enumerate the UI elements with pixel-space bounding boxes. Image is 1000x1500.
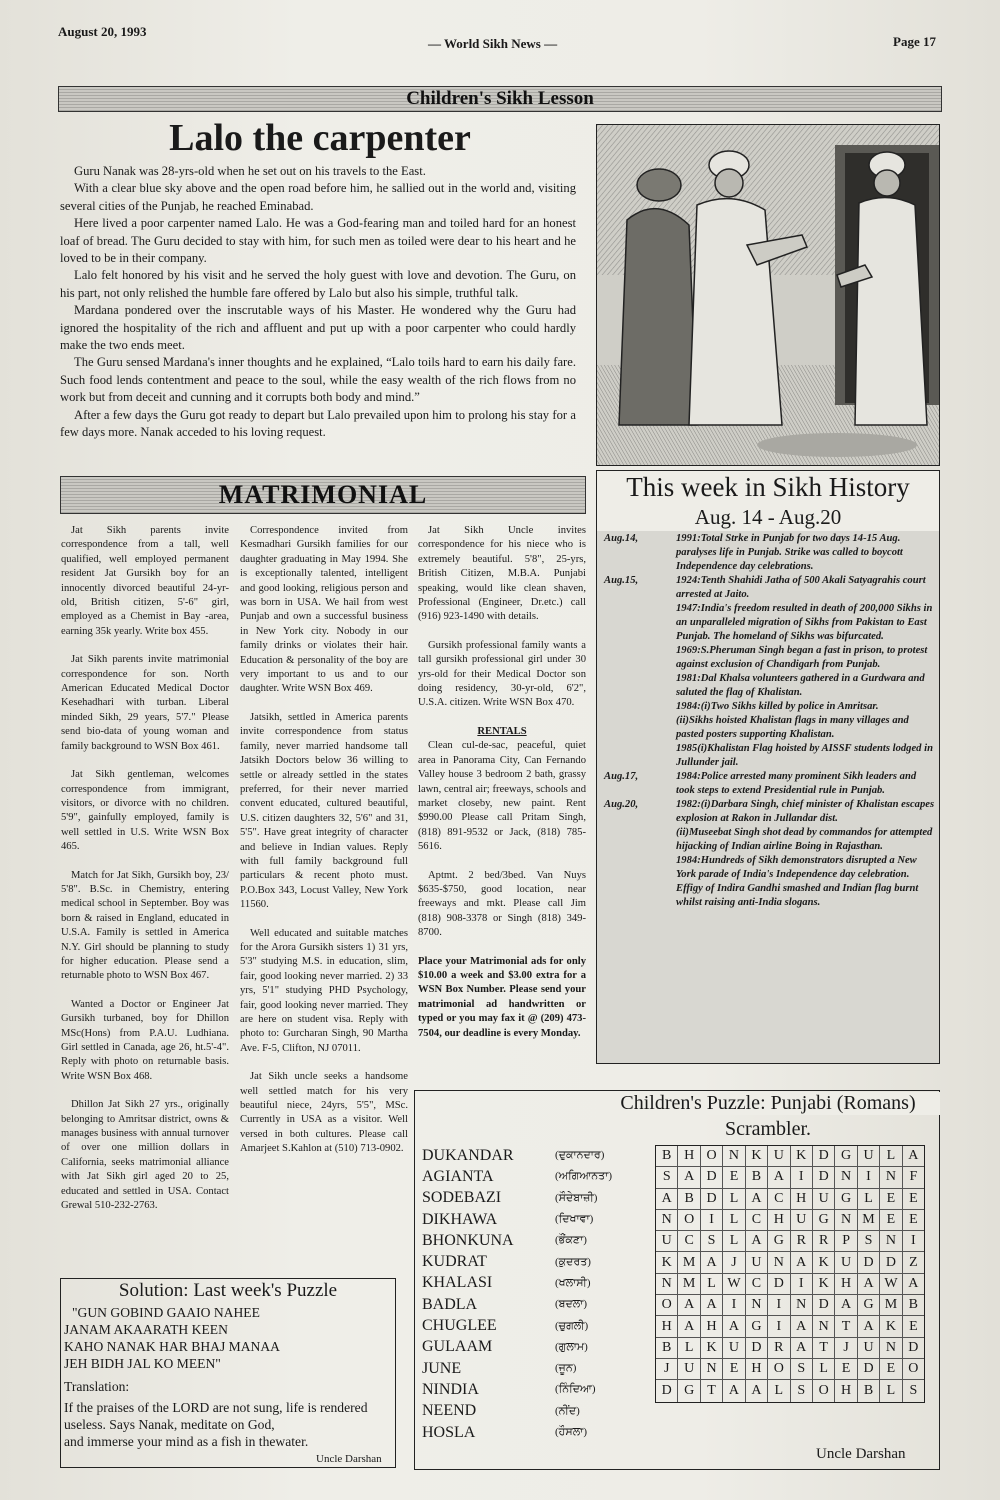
grid-cell: H	[656, 1316, 678, 1336]
grid-cell: S	[858, 1231, 880, 1251]
grid-row	[656, 1231, 924, 1252]
grid-cell: E	[880, 1189, 902, 1209]
history-entries	[600, 532, 936, 910]
grid-cell: H	[835, 1274, 857, 1294]
puzzle-word-roman: NEEND	[422, 1402, 477, 1420]
history-entry-text: 1982:(i)Darbara Singh, chief minister of Khalistan escapes explosion at Rakon in Jullandar dist.	[676, 799, 935, 824]
puzzle-word-punjabi: (ਨਿੰਦਿਆ)	[555, 1383, 596, 1396]
grid-cell: I	[791, 1167, 813, 1187]
grid-cell: A	[858, 1316, 880, 1336]
grid-cell: A	[723, 1380, 745, 1401]
puzzle-word-punjabi: (ਅਗਿਆਨਤਾ)	[555, 1170, 613, 1183]
grid-cell: T	[813, 1338, 835, 1358]
grid-cell: N	[880, 1167, 902, 1187]
grid-cell: W	[880, 1274, 902, 1294]
history-entry	[600, 602, 936, 644]
grid-cell: A	[678, 1167, 700, 1187]
puzzle-word-punjabi: (ਸੌਦੇਬਾਜ਼ੀ)	[555, 1191, 598, 1204]
matrimonial-ad: Jatsikh, settled in America parents invite correspondence from status family, never married handsome tall Jatsikh Doctors below 36 willing to settle or already settled in the states preferred, for their never married convent educated, cultured beautiful, U.S. citizen daughters 32, 5'6" and 31, 5'5". Have great integrity of character and believe in Indian values. Reply with full family background full particulars & recent photo must. P.O.Box 343, Locust Valley, New York 11560.	[240, 711, 408, 911]
grid-cell: E	[723, 1359, 745, 1379]
grid-row	[656, 1316, 924, 1337]
lesson-section-band	[58, 86, 942, 112]
history-entry	[600, 574, 936, 602]
grid-cell: D	[656, 1380, 678, 1401]
history-entry-text: 1924:Tenth Shahidi Jatha of 500 Akali Satyagrahis court arrested at Jaito.	[676, 575, 926, 600]
puzzle-word-punjabi: (ਜੂਨ)	[555, 1362, 577, 1375]
grid-cell: A	[678, 1295, 700, 1315]
lesson-paragraph: Mardana pondered over the inscrutable ways of his Master. He wondered why the Guru had ignored the hospitality of the rich and affluent and put up with a poor carpenter who could hardly make the two ends meet.	[60, 303, 576, 353]
lesson-title: Lalo the carpenter	[169, 117, 471, 159]
grid-cell: T	[701, 1380, 723, 1401]
grid-cell: A	[746, 1231, 768, 1251]
grid-cell: K	[880, 1316, 902, 1336]
grid-cell: H	[768, 1210, 790, 1230]
grid-cell: K	[813, 1252, 835, 1272]
grid-cell: C	[678, 1231, 700, 1251]
puzzle-word	[422, 1209, 622, 1230]
puzzle-word	[422, 1230, 622, 1251]
puzzle-word	[422, 1166, 622, 1187]
grid-cell: H	[701, 1316, 723, 1336]
grid-cell: I	[911, 1233, 916, 1249]
history-entry-text: 1947:India's freedom resulted in death of 200,000 Sikhs in an unparalleled migration of Sikhs from Pakistan to East Punjab. The homeland of Sikhs was bifurcated.	[676, 603, 933, 642]
grid-cell: D	[858, 1359, 880, 1379]
grid-cell: R	[791, 1231, 813, 1251]
grid-cell: B	[858, 1380, 880, 1401]
grid-cell: U	[858, 1146, 880, 1166]
puzzle-word-roman: BADLA	[422, 1295, 478, 1313]
history-entry	[600, 770, 936, 798]
grid-cell: N	[746, 1295, 768, 1315]
grid-cell: I	[768, 1316, 790, 1336]
history-entry-date: Aug.15,	[604, 575, 639, 586]
grid-row	[656, 1167, 924, 1188]
grid-cell: F	[909, 1169, 918, 1185]
grid-cell: R	[813, 1231, 835, 1251]
puzzle-word-roman: GULAAM	[422, 1338, 493, 1356]
issue-date: August 20, 1993	[58, 24, 147, 39]
grid-cell: I	[768, 1295, 790, 1315]
grid-cell: B	[746, 1167, 768, 1187]
grid-cell: A	[908, 1148, 919, 1164]
matrimonial-ad: Jat Sikh gentleman, welcomes correspondence from immigrant, visitors, or divorce with no children. 5'9", gainfully employed, family is well settled in U.S. Write WSN Box 465.	[61, 769, 229, 853]
grid-cell: H	[678, 1146, 700, 1166]
history-entry-date: Aug.14,	[604, 533, 639, 544]
grid-cell: N	[813, 1316, 835, 1336]
grid-cell: U	[768, 1146, 790, 1166]
solution-line: "GUN GOBIND GAAIO NAHEE	[72, 1305, 260, 1320]
puzzle-word-punjabi: (ਗੁਲਾਮ)	[555, 1340, 588, 1353]
grid-cell: B	[656, 1146, 678, 1166]
page-number: Page 17	[893, 34, 936, 49]
paper-name: — World Sikh News —	[428, 36, 558, 51]
puzzle-word-punjabi: (ਕੁਦਰਤ)	[555, 1255, 591, 1268]
grid-cell: G	[835, 1146, 857, 1166]
puzzle-letter-grid	[655, 1145, 925, 1403]
grid-cell: T	[835, 1316, 857, 1336]
grid-cell: M	[880, 1295, 902, 1315]
puzzle-word	[422, 1422, 622, 1443]
grid-cell: E	[909, 1212, 918, 1228]
puzzle-word	[422, 1379, 622, 1400]
grid-cell: M	[678, 1274, 700, 1294]
grid-cell: L	[858, 1189, 880, 1209]
puzzle-word	[422, 1337, 622, 1358]
grid-cell: A	[723, 1316, 745, 1336]
grid-cell: D	[858, 1252, 880, 1272]
grid-cell: A	[656, 1189, 678, 1209]
puzzle-title-line1: Children's Puzzle: Punjabi (Romans)	[596, 1092, 940, 1115]
history-entry-text: 1984:Police arrested many prominent Sikh leaders and took steps to extend Presidential rule in Punjab.	[676, 771, 917, 796]
grid-cell: U	[813, 1189, 835, 1209]
grid-cell: C	[746, 1210, 768, 1230]
grid-cell: D	[880, 1252, 902, 1272]
lesson-paragraph: After a few days the Guru got ready to depart but Lalo prevailed upon him to prolong his stay for a few days more. Nanak acceded to his loving request.	[60, 407, 576, 440]
puzzle-word-roman: HOSLA	[422, 1423, 476, 1441]
history-entry	[600, 532, 936, 574]
grid-cell: U	[678, 1359, 700, 1379]
grid-cell: N	[880, 1338, 902, 1358]
puzzle-word-roman: JUNE	[422, 1359, 462, 1377]
history-entry-date	[600, 854, 676, 910]
grid-cell: N	[835, 1167, 857, 1187]
grid-cell: I	[723, 1295, 745, 1315]
grid-cell: N	[656, 1210, 678, 1230]
matrimonial-ad: Dhillon Jat Sikh 27 yrs., originally belonging to Amritsar district, owns & manages business with annual turnover of over one million dollars in California, seeks matrimonial alliance with Jat Sikh girl aged 20 to 25, educated and settled in USA. Contact Grewal 510-232-2763.	[61, 1099, 229, 1212]
puzzle-word-punjabi: (ਹੌਸਲਾ)	[555, 1426, 587, 1438]
matrimonial-ad: Wanted a Doctor or Engineer Jat Gursikh turbaned, boy for Dhillon MSc(Hons) from P.A.U. Ludhiana. Girl settled in Canada, age 26, ht.5'-4". Reply with photo on returnable basis. Write WSN Box 468.	[61, 998, 229, 1082]
grid-row	[656, 1295, 924, 1316]
grid-cell: L	[880, 1380, 902, 1401]
grid-cell: M	[858, 1210, 880, 1230]
grid-cell: D	[701, 1189, 723, 1209]
grid-cell: A	[791, 1316, 813, 1336]
grid-cell: N	[835, 1210, 857, 1230]
puzzle-word	[422, 1294, 622, 1315]
puzzle-word-punjabi: (ਦਿਖਾਵਾ)	[555, 1213, 594, 1226]
history-entry-date	[600, 672, 676, 700]
grid-cell: G	[768, 1231, 790, 1251]
matrimonial-column-1	[61, 524, 229, 1227]
puzzle-word-roman: BHONKUNA	[422, 1231, 514, 1249]
translation-line: useless. Says Nanak, meditate on God,	[64, 1417, 275, 1432]
history-entry-date: Aug.17,	[604, 771, 639, 782]
grid-cell: G	[813, 1210, 835, 1230]
puzzle-word-punjabi: (ਭੌਂਕਣਾ)	[555, 1234, 587, 1247]
matrimonial-band	[60, 476, 586, 514]
solution-line: JEH BIDH JAL KO MEEN"	[64, 1356, 221, 1371]
grid-cell: A	[858, 1274, 880, 1294]
grid-cell: A	[678, 1316, 700, 1336]
grid-cell: U	[723, 1338, 745, 1358]
grid-cell: L	[880, 1146, 902, 1166]
rental-ad: Clean cul-de-sac, peaceful, quiet area in Panorama City, Can Fernando Valley house 3 bedroom 2 bath, grassy lawn, central air; freeways, schools and market closeby, new paint. Rent $990.00 Please call Pritam Singh, (818) 891-9532 or Jack, (818) 785-5616.	[418, 740, 586, 853]
lesson-paragraph: Guru Nanak was 28-yrs-old when he set out on his travels to the East.	[74, 164, 426, 178]
grid-cell: U	[746, 1252, 768, 1272]
history-entry	[600, 742, 936, 770]
grid-cell: A	[768, 1167, 790, 1187]
puzzle-word	[422, 1401, 622, 1422]
matrimonial-ad: Well educated and suitable matches for the Arora Gursikh sisters 1) 31 yrs, 5'3" studying M.S. in education, slim, fair, good looking never married. 2) 33 yrs, 5'1" studying PHD Psychology, fair, good looking never married. They are here on student visa. Reply with photo to: Gurcharan Singh, 90 Martha Ave. F-5, Clifton, NJ 07011.	[240, 927, 408, 1054]
grid-cell: G	[835, 1189, 857, 1209]
matrimonial-heading: MATRIMONIAL	[218, 480, 428, 509]
rentals-heading: RENTALS	[477, 725, 527, 737]
history-entry	[600, 700, 936, 714]
matrimonial-ad: Jat Sikh Uncle invites correspondence for his niece who is extremely beautiful. 5'8", 25-yrs, British Citizen, M.B.A. Punjabi speaking, would like clean shaven, Professional (Engineer, Dr.etc.) call (916) 923-1490 with details.	[418, 525, 586, 623]
grid-cell: O	[813, 1380, 835, 1401]
grid-cell: H	[791, 1189, 813, 1209]
grid-cell: A	[791, 1338, 813, 1358]
grid-row	[656, 1252, 924, 1273]
grid-cell: U	[791, 1210, 813, 1230]
history-entry	[600, 644, 936, 672]
lesson-paragraph: The Guru sensed Mardana's inner thoughts and he explained, “Lalo toils hard to earn his daily fare. Such food lends contentment and peace to the soul, while the easy wealth of the rich flows from no work but from deceit and cunning and it corrupts both body and mind.”	[60, 355, 576, 405]
puzzle-word-roman: DIKHAWA	[422, 1210, 498, 1228]
puzzle-word-punjabi: (ਬਦਲਾ)	[555, 1298, 588, 1311]
grid-cell: D	[813, 1167, 835, 1187]
lesson-paragraph: Lalo felt honored by his visit and he served the holy guest with love and devotion. The Guru, on his part, not only relished the humble fare offered by Lalo but also his simple, truthful talk.	[60, 268, 576, 300]
grid-cell: B	[678, 1189, 700, 1209]
lesson-paragraph: Here lived a poor carpenter named Lalo. He was a God-fearing man and toiled hard for an honest loaf of bread. The Guru decided to stay with him, for such men as toiled were dear to his heart and he loved to be in their company.	[60, 216, 576, 266]
grid-cell: K	[791, 1146, 813, 1166]
grid-cell: N	[701, 1359, 723, 1379]
grid-cell: B	[908, 1297, 919, 1313]
grid-cell: I	[701, 1210, 723, 1230]
lesson-section-title: Children's Sikh Lesson	[406, 88, 594, 109]
grid-cell: E	[909, 1190, 918, 1206]
grid-cell: L	[723, 1210, 745, 1230]
history-entry-date	[600, 742, 676, 770]
grid-cell: O	[908, 1361, 919, 1377]
history-entry-text: 1985(i)Khalistan Flag hoisted by AISSF students lodged in Jullunder jail.	[676, 743, 933, 768]
grid-row	[656, 1359, 924, 1380]
puzzle-word-roman: KUDRAT	[422, 1253, 487, 1271]
grid-cell: G	[858, 1295, 880, 1315]
solution-verse	[64, 1304, 394, 1450]
grid-cell: L	[813, 1359, 835, 1379]
puzzle-word-list	[422, 1145, 622, 1443]
grid-cell: G	[678, 1380, 700, 1401]
matrimonial-ad: Jat Sikh parents invite matrimonial correspondence for son. North American Educated Medical Doctor Kesehadhari with turban. Liberal minded Sikh, 29 years, 5'7." Please send bio-data of young woman and family background to WSN Box 461.	[61, 654, 229, 752]
grid-row	[656, 1274, 924, 1295]
grid-cell: S	[791, 1380, 813, 1401]
history-entry	[600, 714, 936, 742]
ad-placement-notice: Place your Matrimonial ads for only $10.00 a week and $3.00 extra for a WSN Box Number. Please send your matrimonial ad handwritten or typed or you may fax it @ (209) 473-7504, our deadline is every Monday.	[418, 955, 586, 1039]
puzzle-word-punjabi: (ਚੁਗਲੀ)	[555, 1319, 589, 1332]
history-entry-text: 1991:Total Strke in Punjab for two days 14-15 Aug. paralyses life in Punjab. Strike was called to boycott Independence day celebrations.	[676, 533, 903, 572]
grid-cell: E	[723, 1167, 745, 1187]
matrimonial-ad: Match for Jat Sikh, Gursikh boy, 23/ 5'8". B.Sc. in Chemistry, entering medical school in September. Boy was born & raised in England, educated in U.S.A. Family is settled in America N.Y. Girl should be planning to study for higher education. Please send a returnable photo to WSN Box 467.	[61, 869, 229, 982]
grid-cell: A	[835, 1295, 857, 1315]
grid-cell: S	[656, 1167, 678, 1187]
grid-row	[656, 1189, 924, 1210]
puzzle-word	[422, 1358, 622, 1379]
grid-cell: Z	[909, 1254, 918, 1270]
grid-cell: L	[678, 1338, 700, 1358]
puzzle-word-roman: DUKANDAR	[422, 1146, 514, 1164]
grid-cell: C	[768, 1189, 790, 1209]
puzzle-word	[422, 1273, 622, 1294]
lesson-paragraph: With a clear blue sky above and the open road before him, he sallied out in the world and, visiting several cities of the Punjab, he reached Eminabad.	[60, 181, 576, 213]
puzzle-word-roman: SODEBAZI	[422, 1189, 502, 1207]
puzzle-word-punjabi: (ਖਲਾਸੀ)	[555, 1276, 591, 1289]
puzzle-word	[422, 1145, 622, 1166]
grid-cell: U	[656, 1231, 678, 1251]
grid-cell: G	[746, 1316, 768, 1336]
grid-row	[656, 1338, 924, 1359]
grid-cell: K	[746, 1146, 768, 1166]
grid-cell: B	[656, 1338, 678, 1358]
grid-cell: N	[880, 1231, 902, 1251]
grid-cell: K	[701, 1338, 723, 1358]
grid-row	[656, 1210, 924, 1231]
grid-cell: S	[791, 1359, 813, 1379]
grid-cell: A	[908, 1275, 919, 1291]
grid-cell: A	[791, 1252, 813, 1272]
puzzle-signature: Uncle Darshan	[816, 1446, 906, 1462]
grid-cell: D	[813, 1295, 835, 1315]
puzzle-word-roman: KHALASI	[422, 1274, 493, 1292]
history-entry-date	[600, 826, 676, 854]
solution-signature: Uncle Darshan	[316, 1453, 382, 1465]
history-entry-text: (ii)Sikhs hoisted Khalistan flags in many villages and pasted posters supporting Khalistan.	[676, 715, 909, 740]
grid-row	[656, 1380, 924, 1401]
history-entry-text: (ii)Museebat Singh shot dead by commandos for attempted hijacking of Indian airline Boing in Rajasthan.	[676, 827, 933, 852]
puzzle-word-punjabi: (ਨੀਂਦ)	[555, 1404, 580, 1417]
grid-cell: D	[701, 1167, 723, 1187]
grid-cell: E	[909, 1318, 918, 1334]
history-entry-text: 1984:(i)Two Sikhs killed by police in Amritsar.	[676, 701, 879, 712]
grid-cell: L	[701, 1274, 723, 1294]
grid-cell: N	[656, 1274, 678, 1294]
translation-line: If the praises of the LORD are not sung, life is rendered	[64, 1400, 368, 1415]
grid-cell: C	[746, 1274, 768, 1294]
grid-cell: D	[813, 1146, 835, 1166]
history-entry-date	[600, 602, 676, 644]
illustration-drawing	[597, 125, 940, 466]
grid-cell: O	[656, 1295, 678, 1315]
matrimonial-column-3	[418, 524, 586, 1041]
grid-row	[656, 1146, 924, 1167]
grid-cell: A	[746, 1189, 768, 1209]
grid-cell: D	[908, 1339, 919, 1355]
history-entry-date	[600, 714, 676, 742]
grid-cell: A	[701, 1252, 723, 1272]
grid-cell: R	[768, 1338, 790, 1358]
grid-cell: E	[880, 1359, 902, 1379]
grid-cell: L	[723, 1231, 745, 1251]
grid-cell: E	[880, 1210, 902, 1230]
matrimonial-ad: Gursikh professional family wants a tall gursikh professional girl under 30 yrs-old for their Medical Doctor son doing residency, 30-yr-old, 6'2", U.S.A. citizen. Write WSN Box 470.	[418, 639, 586, 709]
history-entry-text: 1969:S.Pheruman Singh began a fast in prison, to protest against exclusion of Chandigarh from Punjab.	[676, 645, 928, 670]
translation-label: Translation:	[64, 1379, 130, 1394]
grid-cell: D	[746, 1338, 768, 1358]
grid-cell: O	[768, 1359, 790, 1379]
history-entry	[600, 672, 936, 700]
grid-cell: N	[723, 1146, 745, 1166]
history-entry-date: Aug.20,	[604, 799, 639, 810]
guru-nanak-and-lalo-illustration	[596, 124, 940, 466]
grid-cell: U	[835, 1252, 857, 1272]
puzzle-word-roman: AGIANTA	[422, 1167, 494, 1185]
history-date-range: Aug. 14 - Aug.20	[694, 505, 842, 529]
grid-cell: K	[813, 1274, 835, 1294]
rental-ad: Aptmt. 2 bed/3bed. Van Nuys $635-$750, good location, near freeways and mkt. Please call Jim (818) 908-3378 or Singh (818) 349-8700.	[418, 869, 586, 939]
grid-cell: J	[835, 1338, 857, 1358]
lesson-body	[60, 163, 576, 442]
matrimonial-column-2	[240, 524, 408, 1171]
grid-cell: S	[909, 1382, 918, 1398]
grid-cell: J	[723, 1252, 745, 1272]
grid-cell: A	[701, 1295, 723, 1315]
grid-cell: O	[701, 1146, 723, 1166]
grid-cell: W	[723, 1274, 745, 1294]
solution-line: KAHO NANAK HAR BHAJ MANAA	[64, 1339, 280, 1354]
grid-cell: L	[768, 1380, 790, 1401]
grid-cell: I	[858, 1167, 880, 1187]
puzzle-word-roman: CHUGLEE	[422, 1317, 497, 1335]
matrimonial-ad: Jat Sikh uncle seeks a handsome well settled match for his very beautiful niece, 24yrs, 5'5", MSc. Currently in USA as a visitor. Well versed in both cultures. Please call Amarjeet S.Kahlon at (510) 713-0902.	[240, 1071, 408, 1155]
grid-cell: H	[835, 1380, 857, 1401]
grid-cell: A	[746, 1380, 768, 1401]
grid-cell: M	[678, 1252, 700, 1272]
grid-cell: U	[858, 1338, 880, 1358]
grid-cell: P	[835, 1231, 857, 1251]
grid-cell: S	[701, 1231, 723, 1251]
matrimonial-ad: Correspondence invited from Kesmadhari Gursikh families for our daughter graduating in May 1994. She is exceptionally talented, intelligent and good looking, religious person and was born in USA. We hail from west Punjab and own a successful business in New York city. Nobody in our family drinks or violates their hair. Education & personality of the boy are very important to us and to our daughter. Write WSN Box 469.	[240, 525, 408, 695]
grid-cell: O	[678, 1210, 700, 1230]
solution-line: JANAM AKAARATH KEEN	[64, 1322, 228, 1337]
history-entry	[600, 798, 936, 826]
grid-cell: I	[791, 1274, 813, 1294]
puzzle-word	[422, 1251, 622, 1272]
grid-cell: D	[768, 1274, 790, 1294]
history-entry-text: 1981:Dal Khalsa volunteers gathered in a Gurdwara and saluted the flag of Khalistan.	[676, 673, 925, 698]
grid-cell: H	[746, 1359, 768, 1379]
grid-cell: L	[723, 1189, 745, 1209]
grid-cell: K	[656, 1252, 678, 1272]
history-entry	[600, 854, 936, 910]
history-entry-date	[600, 700, 676, 714]
puzzle-title-line2: Scrambler.	[724, 1118, 812, 1140]
puzzle-word-roman: NINDIA	[422, 1380, 479, 1398]
grid-cell: J	[656, 1359, 678, 1379]
translation-line: and immerse your mind as a fish in thewater.	[64, 1434, 309, 1449]
grid-cell: E	[835, 1359, 857, 1379]
matrimonial-ad: Jat Sikh parents invite correspondence from a tall, well qualified, well employed permanent resident Jat Gursikh boy for an innocently divorced beautiful 24-yr-old, British citizen, 5'-6" girl, employed as a Chemist in Bay -area, earning 35k yearly. Write box 455.	[61, 525, 229, 637]
puzzle-word	[422, 1315, 622, 1336]
grid-cell: N	[791, 1295, 813, 1315]
history-title: This week in Sikh History	[626, 472, 910, 502]
history-entry-text: 1984:Hundreds of Sikh demonstrators disrupted a New York parade of India's Independence day celebration. Effigy of Indira Gandhi smashed and Indian flag burnt whilst raising anti-India slogans.	[676, 855, 919, 908]
puzzle-word	[422, 1188, 622, 1209]
puzzle-word-punjabi: (ਦੁਕਾਨਦਾਰ)	[555, 1149, 605, 1162]
solution-title: Solution: Last week's Puzzle	[118, 1280, 338, 1301]
history-entry	[600, 826, 936, 854]
grid-cell: N	[768, 1252, 790, 1272]
history-entry-date	[600, 644, 676, 672]
